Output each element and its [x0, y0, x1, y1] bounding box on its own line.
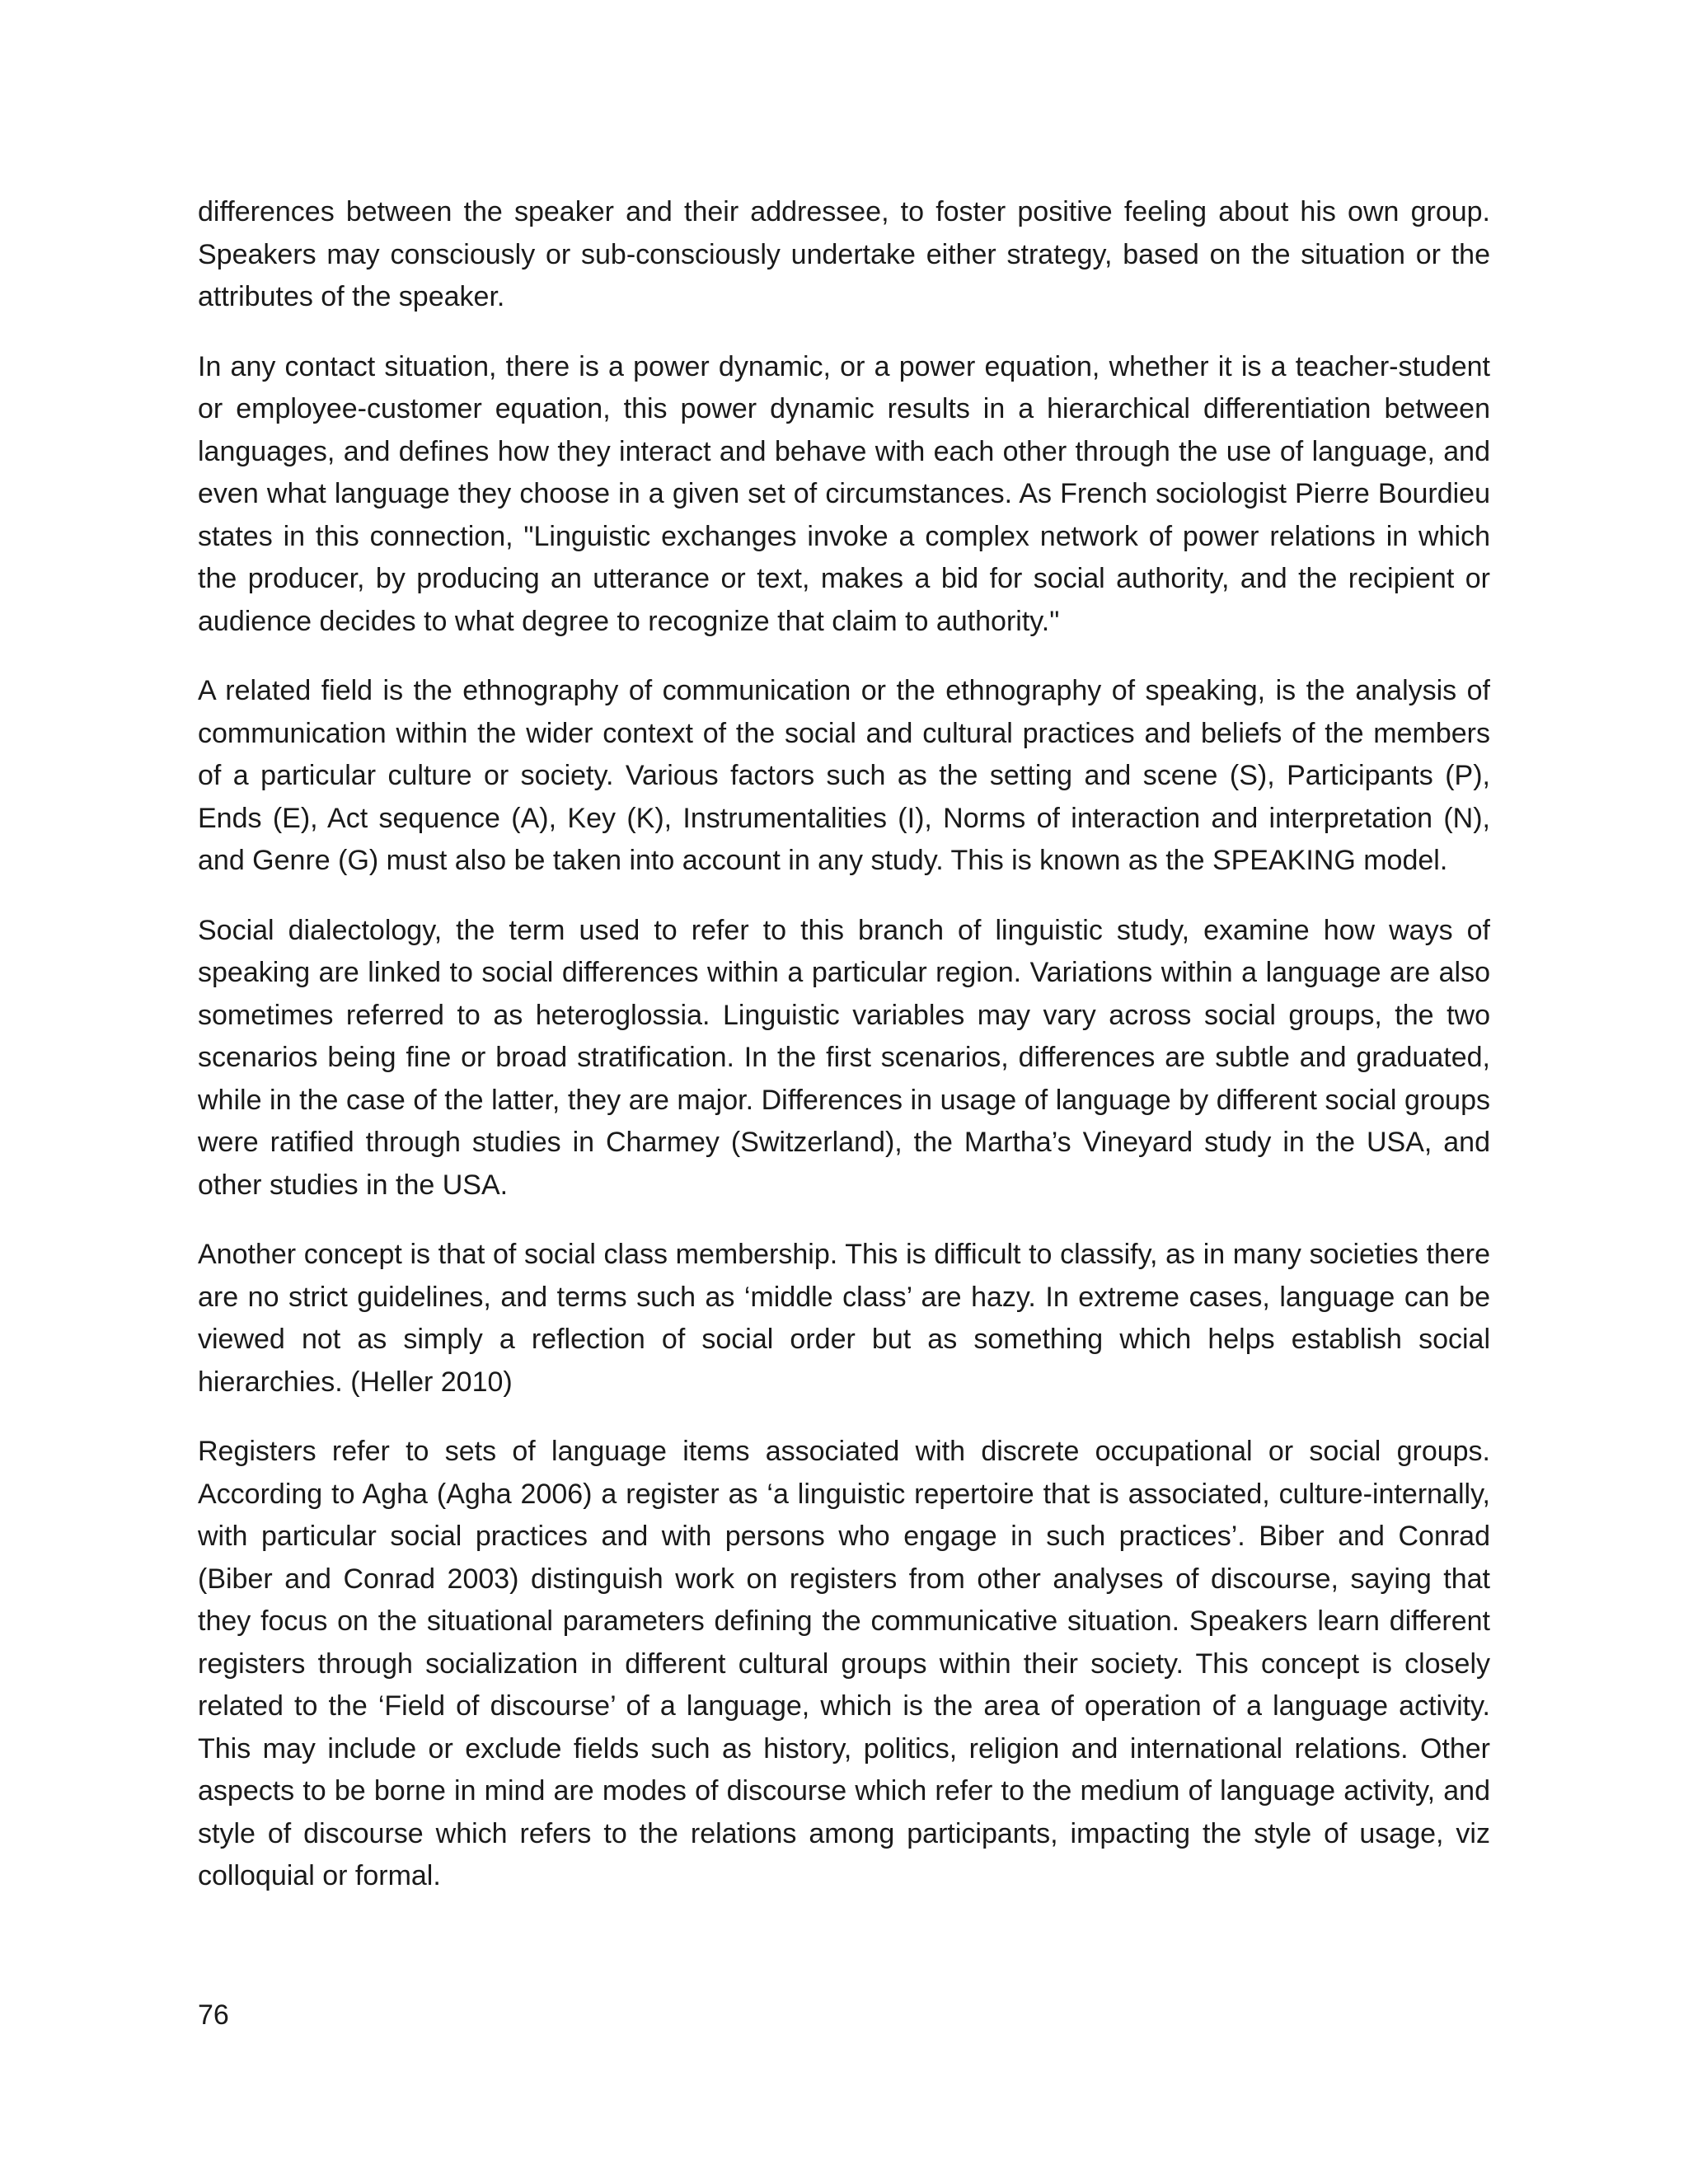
paragraph-social-dialectology: Social dialectology, the term used to refer to this branch of linguistic study, examine how ways of speaking are linked to social differences within a particular region. Variations within a language are also sometimes referred to as heteroglossia. Linguistic variables may vary across social groups, the two scenarios being fine or broad stratification. In the first scenarios, differences are subtle and graduated, while in the case of the latter, they are major. Differences in usage of language by different social groups were ratified through studies in Charmey (Switzerland), the Martha’s Vineyard study in the USA, and other studies in the USA.	[198, 914, 1490, 1201]
paragraph-accommodation-strategies: differences between the speaker and their addressee, to foster positive feeling about his own group. Speakers may consciously or sub-consciously undertake either strategy, based on the situation or the attributes of the speaker.	[198, 196, 1490, 312]
paragraph-power-dynamic: In any contact situation, there is a power dynamic, or a power equation, whether it is a teacher-student or employee-customer equation, this power dynamic results in a hierarchical differentiation between languages, and defines how they interact and behave with each other through the use of language, and even what language they choose in a given set of circumstances. As French sociologist Pierre Bourdieu states in this connection, "Linguistic exchanges invoke a complex network of power relations in which the producer, by producing an utterance or text, makes a bid for social authority, and the recipient or audience decides to what degree to recognize that claim to authority."	[198, 350, 1490, 637]
paragraph-ethnography-of-communication: A related field is the ethnography of communication or the ethnography of speaking, is the analysis of communication within the wider context of the social and cultural practices and beliefs of the members of a particular culture or society. Various factors such as the setting and scene (S), Participants (P), Ends (E), Act sequence (A), Key (K), Instrumentalities (I), Norms of interaction and interpretation (N), and Genre (G) must also be taken into account in any study. This is known as the SPEAKING model.	[198, 675, 1490, 876]
paragraph-registers: Registers refer to sets of language items associated with discrete occupational or social groups. According to Agha (Agha 2006) a register as ‘a linguistic repertoire that is associated, culture-internally, with particular social practices and with persons who engage in such practices’. Biber and Conrad (Biber and Conrad 2003) distinguish work on registers from other analyses of discourse, saying that they focus on the situational parameters defining the communicative situation. Speakers learn different registers through socialization in different cultural groups within their society. This concept is closely related to the ‘Field of discourse’ of a language, which is the area of operation of a language activity. This may include or exclude fields such as history, politics, religion and international relations. Other aspects to be borne in mind are modes of discourse which refer to the medium of language activity, and style of discourse which refers to the relations among participants, impacting the style of usage, viz colloquial or formal.	[198, 1436, 1490, 1891]
body-text	[198, 191, 1490, 1925]
paragraph-social-class: Another concept is that of social class membership. This is difficult to classify, as in many societies there are no strict guidelines, and terms such as ‘middle class’ are hazy. In extreme cases, language can be viewed not as simply a reflection of social order but as something which helps establish social hierarchies. (Heller 2010)	[198, 1239, 1490, 1398]
page-number: 76	[198, 1999, 229, 2031]
